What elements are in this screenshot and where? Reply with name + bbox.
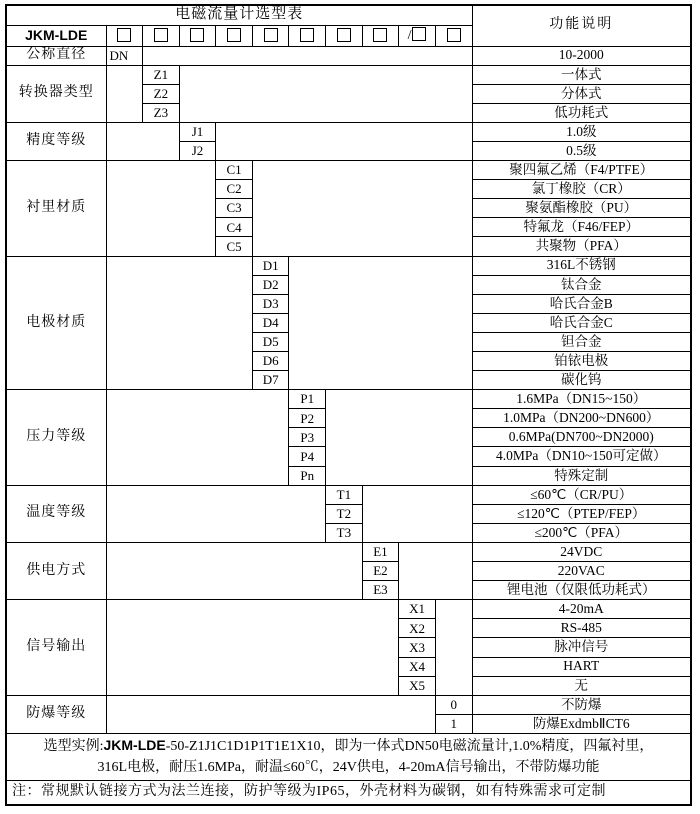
spacer-cell — [106, 256, 252, 390]
desc-cell-e2: 220VAC — [472, 562, 691, 581]
model-code-box-4[interactable] — [216, 25, 253, 46]
desc-cell-x2: RS-485 — [472, 619, 691, 638]
section-label-power: 供电方式 — [6, 542, 106, 599]
spacer-cell — [106, 122, 179, 160]
code-cell-e1: E1 — [362, 542, 399, 561]
desc-cell-x1: 4-20mA — [472, 600, 691, 619]
model-code-box-1[interactable] — [106, 25, 143, 46]
model-code-box-10[interactable] — [435, 25, 472, 46]
code-cell-c2: C2 — [216, 180, 253, 199]
spacer-cell — [106, 600, 399, 695]
example-model-code: JKM-LDE — [103, 736, 166, 753]
desc-cell-z1: 一体式 — [472, 65, 691, 84]
model-code-box-2[interactable] — [143, 25, 180, 46]
desc-cell-c2: 氯丁橡胶（CR） — [472, 180, 691, 199]
row-electrode-1 — [6, 256, 691, 275]
desc-cell-j1: 1.0级 — [472, 122, 691, 141]
spacer-cell — [106, 542, 362, 599]
section-label-electrode: 电极材质 — [6, 256, 106, 390]
example-code-rest: -50-Z1J1C1D1P1T1E1X10，即为一体式DN50电磁流量计,1.0%精度，四氟衬里， — [165, 738, 654, 754]
model-code-box-5[interactable] — [252, 25, 289, 46]
header-row — [6, 5, 691, 25]
code-cell-j2: J2 — [179, 141, 216, 160]
desc-cell-c1: 聚四氟乙烯（F4/PTFE） — [472, 161, 691, 180]
desc-cell-t1: ≤60℃（CR/PU） — [472, 485, 691, 504]
section-label-temperature: 温度等级 — [6, 485, 106, 542]
spacer-cell — [252, 161, 472, 256]
model-code-box-8[interactable] — [362, 25, 399, 46]
desc-cell-d4: 哈氏合金C — [472, 313, 691, 332]
desc-cell-dn: 10-2000 — [472, 46, 691, 65]
flowmeter-selection-table — [5, 4, 692, 806]
example-line-2: 316L电极，耐压1.6MPa，耐温≤60℃，24V供电，4-20mA信号输出，不带防爆功能 — [97, 760, 600, 776]
spacer-cell — [216, 122, 472, 160]
code-cell-c4: C4 — [216, 218, 253, 237]
code-cell-z3: Z3 — [143, 103, 180, 122]
desc-cell-z3: 低功耗式 — [472, 103, 691, 122]
row-accuracy-1 — [6, 122, 691, 141]
desc-cell-d6: 铂铱电极 — [472, 352, 691, 371]
desc-cell-exp1: 防爆ExdmbⅡCT6 — [472, 714, 691, 733]
desc-cell-d2: 钛合金 — [472, 275, 691, 294]
code-cell-p4: P4 — [289, 447, 326, 466]
example-prefix: 选型实例: — [43, 738, 104, 754]
model-prefix: JKM-LDE — [6, 25, 106, 46]
code-cell-d3: D3 — [252, 294, 289, 313]
checkbox-icon — [117, 28, 131, 42]
spacer-cell — [143, 46, 472, 65]
desc-cell-p4: 4.0MPa（DN10~150可定做） — [472, 447, 691, 466]
code-cell-x3: X3 — [399, 638, 436, 657]
function-column-header: 功能说明 — [472, 5, 691, 46]
code-cell-d4: D4 — [252, 313, 289, 332]
spacer-cell — [179, 65, 472, 122]
model-code-box-6[interactable] — [289, 25, 326, 46]
section-label-lining: 衬里材质 — [6, 161, 106, 256]
code-cell-x5: X5 — [399, 676, 436, 695]
desc-cell-d3: 哈氏合金B — [472, 294, 691, 313]
spacer-cell — [106, 65, 143, 122]
spacer-cell — [362, 485, 472, 542]
code-cell-c5: C5 — [216, 237, 253, 256]
desc-cell-exp0: 不防爆 — [472, 695, 691, 714]
checkbox-icon — [337, 28, 351, 42]
section-label-signal: 信号输出 — [6, 600, 106, 695]
section-label-dn: 公称直径 — [6, 46, 106, 65]
checkbox-icon — [373, 28, 387, 42]
table-title: 电磁流量计选型表 — [6, 5, 472, 25]
spacer-cell — [399, 542, 472, 599]
code-cell-e3: E3 — [362, 581, 399, 600]
example-line-1 — [7, 735, 690, 758]
code-cell-exp1: 1 — [435, 714, 472, 733]
checkbox-icon — [447, 28, 461, 42]
checkbox-icon — [227, 28, 241, 42]
desc-cell-c3: 聚氨酯橡胶（PU） — [472, 199, 691, 218]
code-cell-e2: E2 — [362, 562, 399, 581]
desc-cell-d1: 316L不锈钢 — [472, 256, 691, 275]
section-label-explosion: 防爆等级 — [6, 695, 106, 733]
desc-cell-p1: 1.6MPa（DN15~150） — [472, 390, 691, 409]
model-code-box-9[interactable] — [399, 25, 436, 46]
code-cell-p3: P3 — [289, 428, 326, 447]
code-cell-d5: D5 — [252, 332, 289, 351]
code-cell-c3: C3 — [216, 199, 253, 218]
desc-cell-p2: 1.0MPa（DN200~DN600） — [472, 409, 691, 428]
code-cell-exp0: 0 — [435, 695, 472, 714]
code-cell-d7: D7 — [252, 371, 289, 390]
desc-cell-t3: ≤200℃（PFA） — [472, 523, 691, 542]
code-cell-dn: DN — [106, 46, 143, 65]
code-cell-z1: Z1 — [143, 65, 180, 84]
desc-cell-j2: 0.5级 — [472, 141, 691, 160]
spacer-cell — [106, 485, 326, 542]
code-cell-x1: X1 — [399, 600, 436, 619]
checkbox-icon — [300, 28, 314, 42]
code-cell-p2: P2 — [289, 409, 326, 428]
spacer-cell — [326, 390, 472, 485]
desc-cell-x4: HART — [472, 657, 691, 676]
spacer-cell — [289, 256, 472, 390]
code-cell-j1: J1 — [179, 122, 216, 141]
desc-cell-x5: 无 — [472, 676, 691, 695]
table-note: 注：常规默认链接方式为法兰连接，防护等级为IP65，外壳材料为碳钢，如有特殊需求可定制 — [6, 780, 691, 805]
desc-cell-x3: 脉冲信号 — [472, 638, 691, 657]
row-pressure-1 — [6, 390, 691, 409]
row-lining-1 — [6, 161, 691, 180]
checkbox-icon — [412, 27, 426, 41]
desc-cell-p3: 0.6MPa(DN700~DN2000) — [472, 428, 691, 447]
section-label-pressure: 压力等级 — [6, 390, 106, 485]
slash-separator: / — [407, 28, 412, 44]
code-cell-t2: T2 — [326, 504, 363, 523]
row-converter-1 — [6, 65, 691, 84]
code-cell-p1: P1 — [289, 390, 326, 409]
row-signal-1 — [6, 600, 691, 619]
desc-cell-e3: 锂电池（仅限低功耗式） — [472, 581, 691, 600]
spacer-cell — [106, 695, 435, 733]
row-dn — [6, 46, 691, 65]
checkbox-icon — [190, 28, 204, 42]
code-cell-t1: T1 — [326, 485, 363, 504]
model-code-box-3[interactable] — [179, 25, 216, 46]
desc-cell-pn: 特殊定制 — [472, 466, 691, 485]
code-cell-z2: Z2 — [143, 84, 180, 103]
row-explosion-1 — [6, 695, 691, 714]
code-cell-d2: D2 — [252, 275, 289, 294]
spacer-cell — [106, 390, 289, 485]
code-cell-c1: C1 — [216, 161, 253, 180]
desc-cell-d7: 碳化钨 — [472, 371, 691, 390]
row-power-1 — [6, 542, 691, 561]
code-cell-d1: D1 — [252, 256, 289, 275]
model-code-box-7[interactable] — [326, 25, 363, 46]
code-cell-x2: X2 — [399, 619, 436, 638]
section-label-converter: 转换器类型 — [6, 65, 106, 122]
checkbox-icon — [154, 28, 168, 42]
desc-cell-e1: 24VDC — [472, 542, 691, 561]
row-temperature-1 — [6, 485, 691, 504]
spacer-cell — [106, 161, 216, 256]
code-cell-t3: T3 — [326, 523, 363, 542]
desc-cell-d5: 钽合金 — [472, 332, 691, 351]
desc-cell-z2: 分体式 — [472, 84, 691, 103]
code-cell-x4: X4 — [399, 657, 436, 676]
note-row — [6, 780, 691, 805]
code-cell-d6: D6 — [252, 352, 289, 371]
spacer-cell — [435, 600, 472, 695]
checkbox-icon — [264, 28, 278, 42]
section-label-accuracy: 精度等级 — [6, 122, 106, 160]
desc-cell-t2: ≤120℃（PTEP/FEP） — [472, 504, 691, 523]
desc-cell-c5: 共聚物（PFA） — [472, 237, 691, 256]
example-row — [6, 733, 691, 780]
desc-cell-c4: 特氟龙（F46/FEP） — [472, 218, 691, 237]
code-cell-pn: Pn — [289, 466, 326, 485]
selection-example — [6, 733, 691, 780]
